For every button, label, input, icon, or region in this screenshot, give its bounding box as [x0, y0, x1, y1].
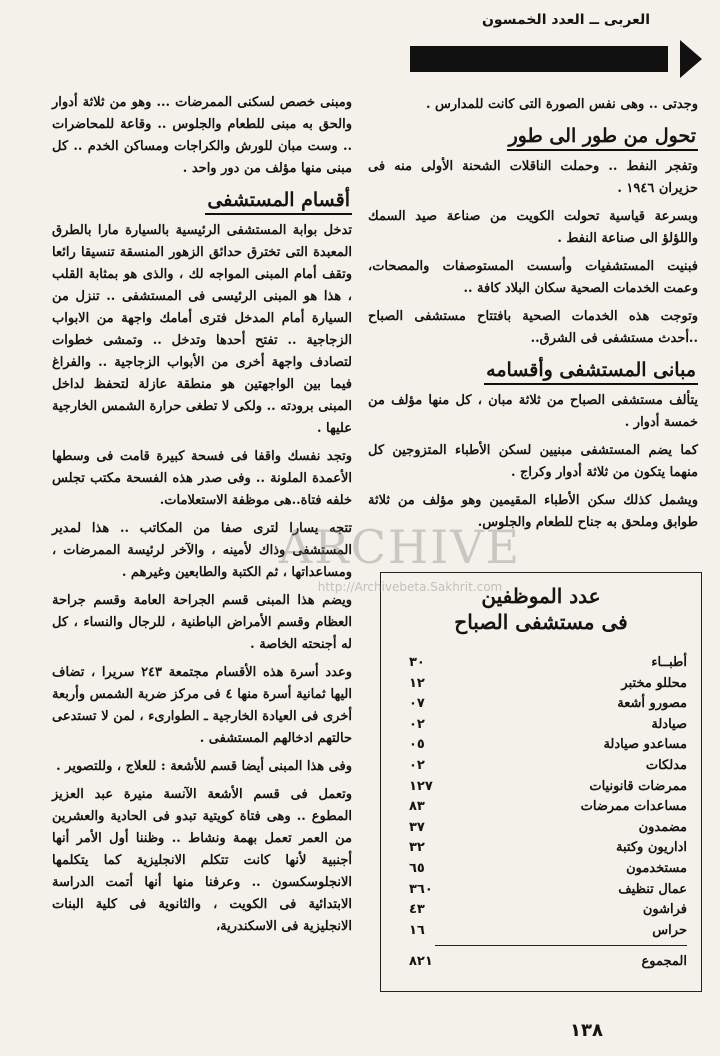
left-column — [52, 92, 352, 944]
paragraph: يتألف مستشفى الصباح من ثلاثة مبان ، كل منها مؤلف من خمسة أدوار . — [368, 393, 698, 430]
archive-watermark-url: http://Archivebeta.Sakhrit.com — [317, 580, 503, 594]
section-heading: تحول من طور الى طور — [368, 124, 698, 148]
section-heading: مبانى المستشفى وأقسامه — [368, 358, 698, 382]
staff-row: محللو مختبر ١٢ — [409, 675, 687, 691]
paragraph: تتجه يسارا لترى صفا من المكاتب .. هذا لمدير المستشفى وذاك لأمينه ، والآخر لرئيسة الممرضات ، ومساعداتها ، ثم الكتبة والطابعين وغيرهم . — [52, 521, 352, 580]
page-number: ١٣٨ — [570, 1020, 603, 1041]
paragraph: فبنيت المستشفيات وأسست المستوصفات والمصحات، وعمت الخدمات الصحية سكان البلاد كافة .. — [368, 259, 698, 296]
staff-count-box — [380, 572, 702, 992]
staff-row: ممرضات قانونيات ١٢٧ — [409, 778, 687, 794]
staff-row: اداريون وكتبة ٣٢ — [409, 840, 687, 856]
staff-row: مصورو أشعة ٠٧ — [409, 696, 687, 712]
staff-row: فراشون ٤٣ — [409, 902, 687, 918]
staff-box-title: عدد الموظفين فى مستشفى الصباح — [454, 584, 628, 634]
paragraph: وبسرعة قياسية تحولت الكويت من صناعة صيد السمك واللؤلؤ الى صناعة النفط . — [368, 209, 698, 246]
paragraph: وفى هذا المبنى أيضا قسم للأشعة : للعلاج ، وللتصوير . — [56, 759, 352, 774]
paragraph: تدخل بوابة المستشفى الرئيسية بالسيارة مارا بالطرق المعبدة التى تخترق حدائق الزهور المنسقة تنسيقا رائعا وتقف أمام المبنى المواجه لك ، والذى هو بمثابة القلب ، هذا هو المبنى الرئيسى فى المستشفى .. تنزل من السيارة أمام المدخل فترى أمامك واجهة من الابواب الزجاجية .. تفتح أحدها وتدخل .. وتمشى خطوات لتصادف واجهة أخرى من الأبواب الزجاجية .. والفراغ فيما بين الواجهتين هو منطقة عازلة لتحفظ لداخل المبنى برودته .. ولكى لا تطغى حرارة الشمس الخارجية عليها . — [52, 223, 352, 436]
staff-row: مدلكات ٠٢ — [409, 757, 687, 773]
staff-row: مضمدون ٣٧ — [409, 819, 687, 835]
paragraph: ويضم هذا المبنى قسم الجراحة العامة وقسم جراحة العظام وقسم الأمراض الباطنية ، للرجال والنساء ، كل له أجنحته الخاصة . — [52, 593, 352, 652]
paragraph: ومبنى خصص لسكنى الممرضات ... وهو من ثلاثة أدوار والحق به مبنى للطعام والجلوس .. وقاعة للمحاضرات .. وست مبان للورش والكراجات ومساكن الخدم .. كل مبنى منها مؤلف من دور واحد . — [52, 95, 352, 176]
staff-row: مساعدو صيادلة ٠٥ — [409, 737, 687, 753]
header-black-bar — [410, 46, 668, 72]
paragraph: وتوجت هذه الخدمات الصحية بافتتاح مستشفى الصباح ..أحدث مستشفى فى الشرق.. — [368, 309, 698, 346]
staff-total-row: المجموع ٨٢١ — [409, 954, 687, 970]
running-header: العربى ــ العدد الخمسون — [481, 12, 650, 28]
total-divider — [435, 945, 687, 946]
paragraph: وتجد نفسك واقفا فى فسحة كبيرة قامت فى وسطها الأعمدة الملونة .. وفى صدر هذه الفسحة مكتب تجلس خلفه فتاة..هى موظفة الاستعلامات. — [52, 449, 352, 508]
staff-row: عمال تنظيف ٣٦٠ — [409, 881, 687, 897]
paragraph: وتفجر النفط .. وحملت الناقلات الشحنة الأولى منه فى حزيران ١٩٤٦ . — [368, 159, 698, 196]
staff-row: أطبــاء ٣٠ — [409, 655, 687, 670]
paragraph: وجدتى .. وهى نفس الصورة التى كانت للمدارس . — [426, 97, 698, 112]
archive-watermark: ARCHIVE — [278, 520, 522, 574]
paragraph: كما يضم المستشفى مبنيين لسكن الأطباء المتزوجين كل منهما يتكون من ثلاثة أدوار وكراج . — [368, 443, 698, 480]
paragraph: وعدد أسرة هذه الأقسام مجتمعة ٢٤٣ سريرا ، تضاف اليها ثمانية أسرة منها ٤ فى مركز ضربة الشمس وأربعة أخرى فى العيادة الخارجية ـ الطوارىء ، لمن لا تستدعى حالتهم ادخالهم المستشفى . — [52, 665, 352, 746]
staff-row: مساعدات ممرضات ٨٣ — [409, 799, 687, 815]
paragraph: وتعمل فى قسم الأشعة الآنسة منيرة عبد العزيز المطوع .. وهى فتاة كويتية تبدو فى الحادية والعشرين من العمر تعمل بهمة ونشاط .. وظننا أول الأمر أنها أجنبية لأنها كانت تتكلم الانجليزية كما يتكلمها الانجلوسكسون .. وعرفنا منها أنها أتمت الدراسة الابتدائية فى الكويت ، والثانوية فى كلية البنات الانجليزية فى الاسكندرية، — [52, 787, 352, 934]
header-arrow-icon — [680, 40, 702, 78]
section-heading: أقسام المستشفى — [52, 188, 352, 212]
staff-list — [395, 653, 687, 973]
right-column — [368, 94, 698, 540]
staff-row: مستخدمون ٦٥ — [409, 860, 687, 876]
staff-row: حراس ١٦ — [409, 922, 687, 938]
staff-row: صيادلة ٠٢ — [409, 716, 687, 732]
paragraph: ويشمل كذلك سكن الأطباء المقيمين وهو مؤلف من ثلاثة طوابق وملحق به جناح للطعام والجلوس. — [368, 493, 698, 530]
